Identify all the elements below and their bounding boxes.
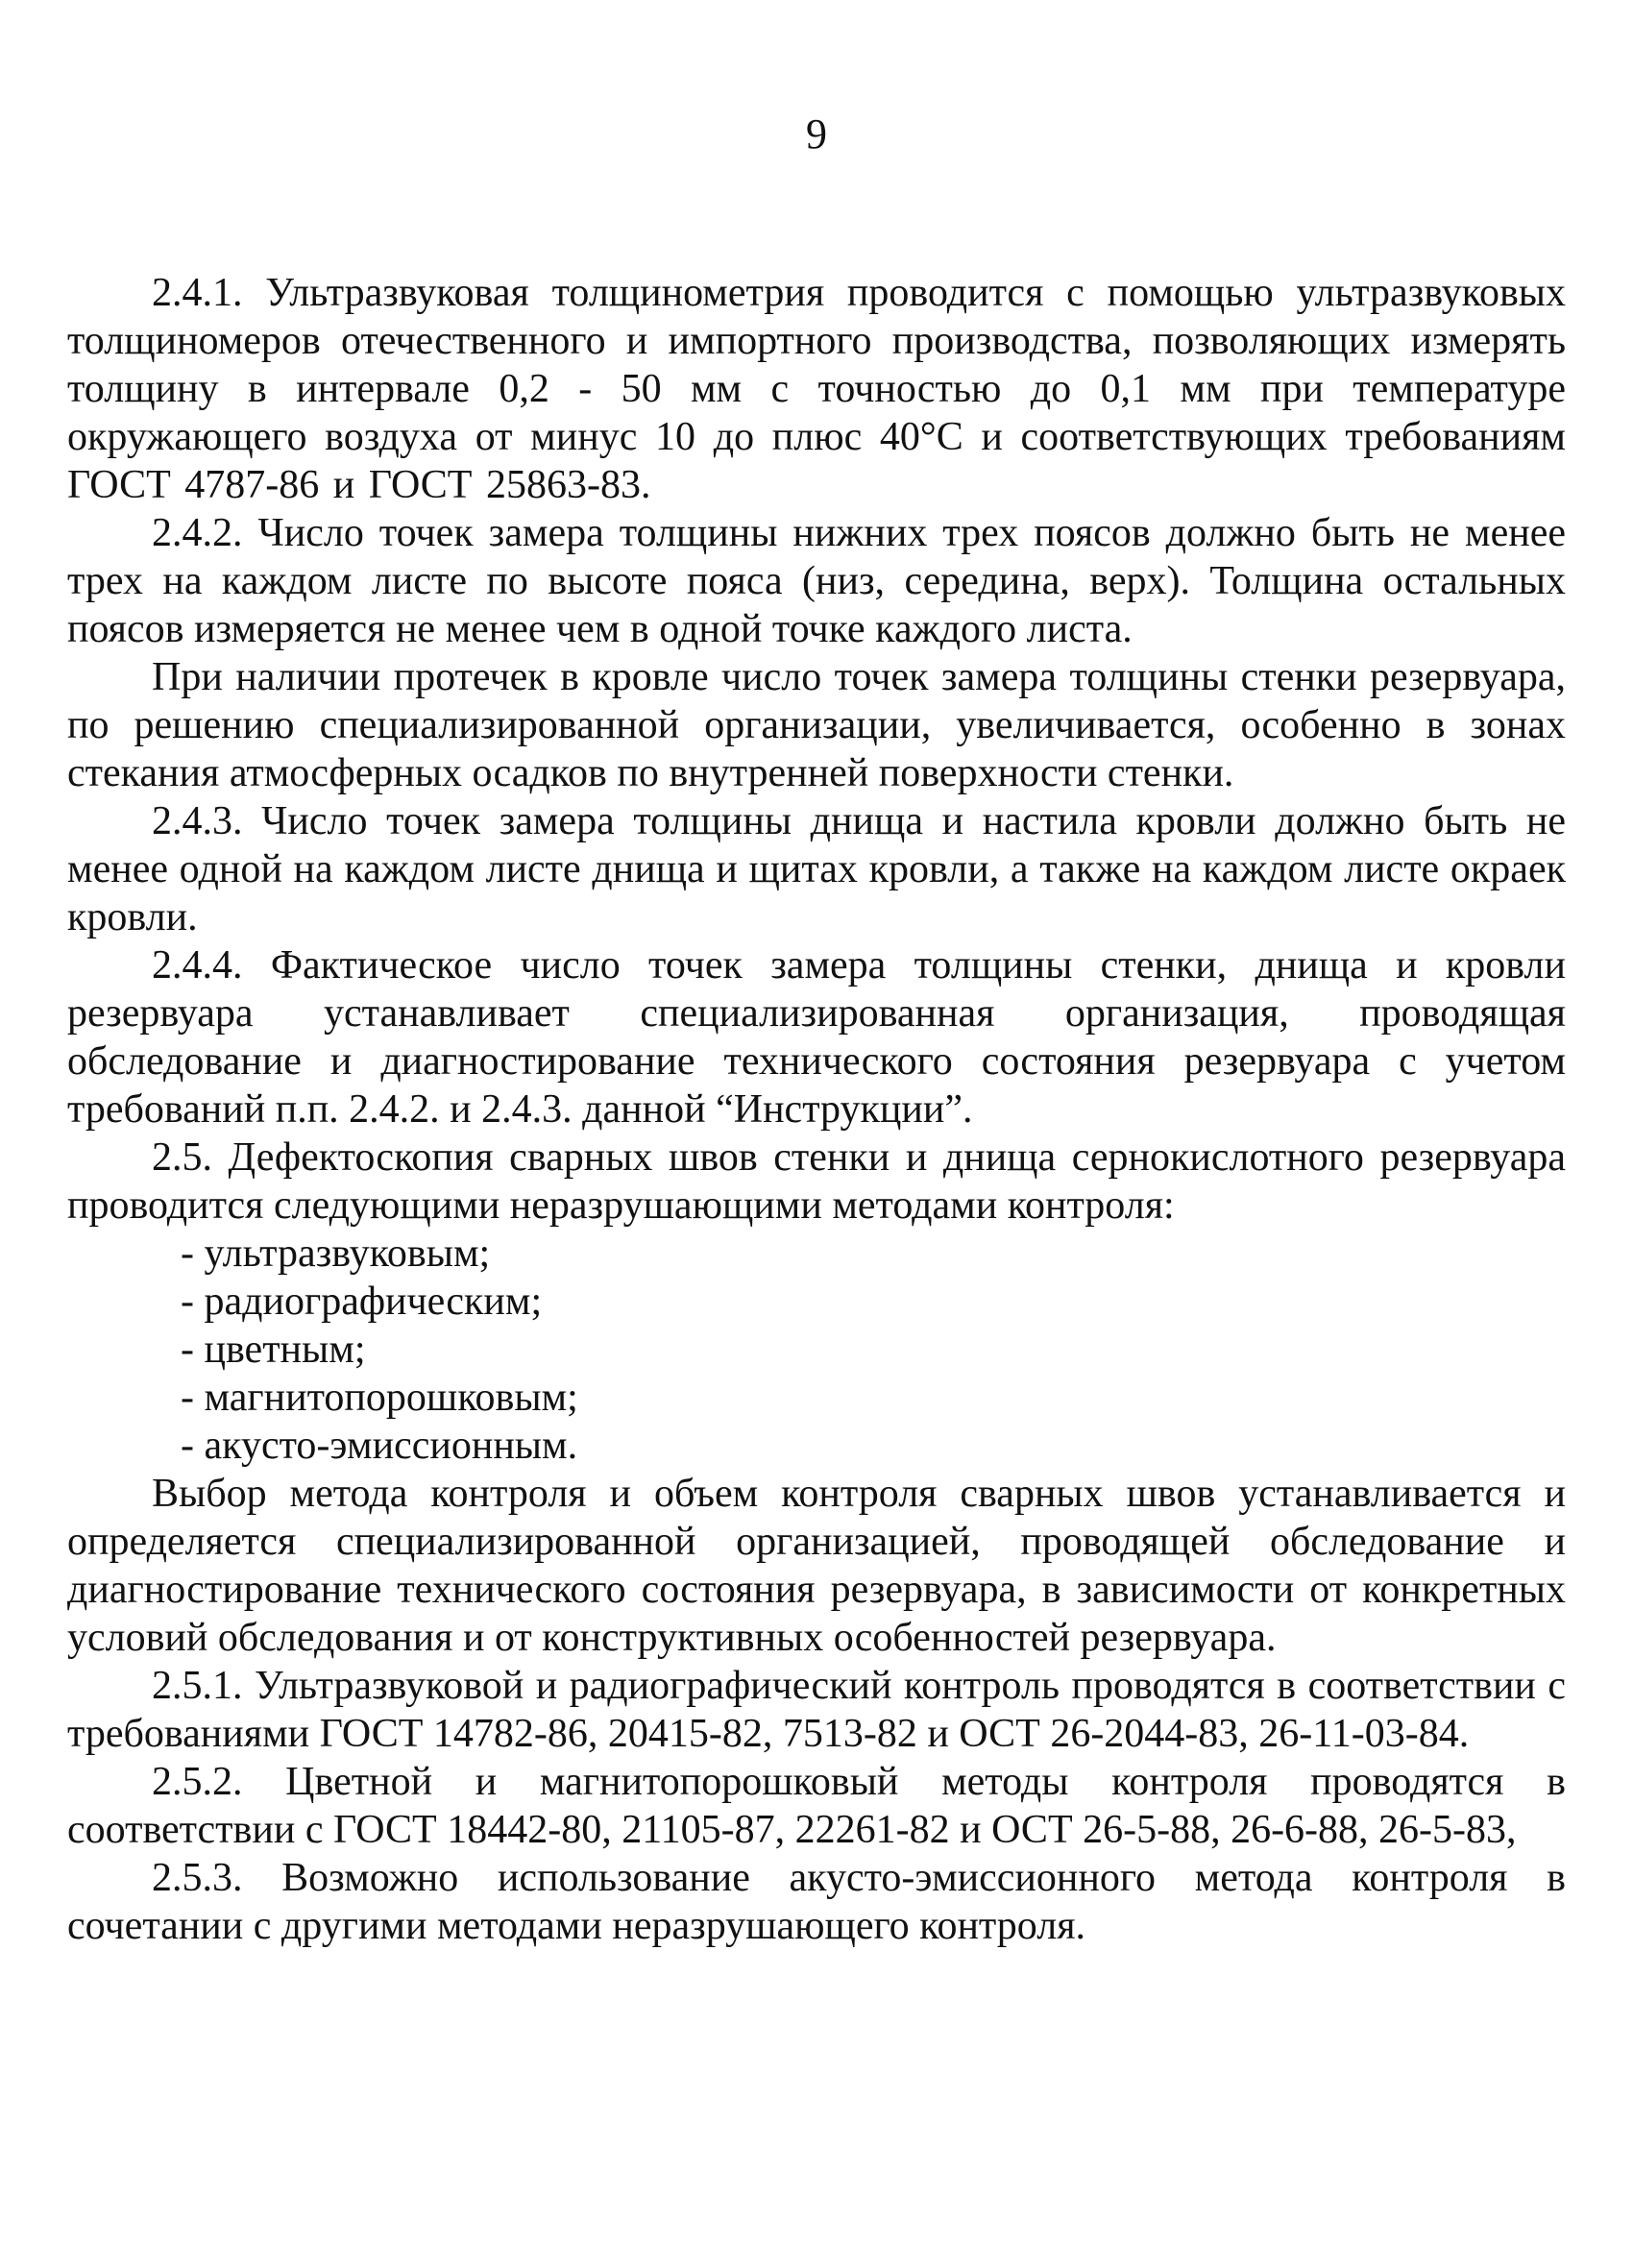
paragraph-2-5-2: 2.5.2. Цветной и магнитопорошковый методы контроля проводятся в соответствии с ГОСТ 18442-80, 21105-87, 22261-82 и ОСТ 26-5-88, 26-6-88, 26-5-83, [67, 1760, 1566, 1852]
list-item: - цветным; [181, 1328, 366, 1372]
list-item: - магнитопорошковым; [181, 1376, 578, 1420]
methods-list [67, 1230, 1566, 1470]
paragraph-2-4-4: 2.4.4. Фактическое число точек замера толщины стенки, днища и кровли резервуара устанавливает специализированная организация, проводящая обследование и диагностирование технического состояния резервуара с учетом требований п.п. 2.4.2. и 2.4.3. данной “Инструкции”. [67, 943, 1566, 1132]
paragraph-method-choice: Выбор метода контроля и объем контроля сварных швов устанавливается и определяется специализированной организацией, проводящей обследование и диагностирование технического состояния резервуара, в зависимости от конкретных условий обследования и от конструктивных особенностей резервуара. [67, 1472, 1566, 1660]
list-item: - радиографическим; [181, 1280, 543, 1324]
page-number: 9 [806, 110, 827, 158]
paragraph-leaks: При наличии протечек в кровле число точек замера толщины стенки резервуара, по решению специализированной организации, увеличивается, особенно в зонах стекания атмосферных осадков по внутренней поверхности стенки. [67, 655, 1566, 795]
list-item: - ультразвуковым; [181, 1232, 491, 1276]
list-item: - акусто-эмиссионным. [181, 1424, 578, 1468]
paragraph-2-4-1: 2.4.1. Ультразвуковая толщинометрия проводится с помощью ультразвуковых толщиномеров отечественного и импортного производства, позволяющих измерять толщину в интервале 0,2 - 50 мм с точностью до 0,1 мм при температуре окружающего воздуха от минус 10 до плюс 40°С и соответствующих требованиям ГОСТ 4787-86 и ГОСТ 25863-83. [67, 271, 1566, 507]
paragraph-2-5: 2.5. Дефектоскопия сварных швов стенки и днища сернокислотного резервуара проводится следующими неразрушающими методами контроля: [67, 1135, 1566, 1228]
paragraph-2-4-2: 2.4.2. Число точек замера толщины нижних трех поясов должно быть не менее трех на каждом листе по высоте пояса (низ, середина, верх). Толщина остальных поясов измеряется не менее чем в одной точке каждого листа. [67, 511, 1566, 651]
paragraph-2-5-3: 2.5.3. Возможно использование акусто-эмиссионного метода контроля в сочетании с другими методами неразрушающего контроля. [67, 1856, 1566, 1948]
document-page [67, 106, 1566, 1950]
paragraph-2-4-3: 2.4.3. Число точек замера толщины днища и настила кровли должно быть не менее одной на каждом листе днища и щитах кровли, а также на каждом листе окраек кровли. [67, 799, 1566, 939]
paragraph-2-5-1: 2.5.1. Ультразвуковой и радиографический контроль проводятся в соответствии с требованиями ГОСТ 14782-86, 20415-82, 7513-82 и ОСТ 26-2044-83, 26-11-03-84. [67, 1664, 1566, 1756]
